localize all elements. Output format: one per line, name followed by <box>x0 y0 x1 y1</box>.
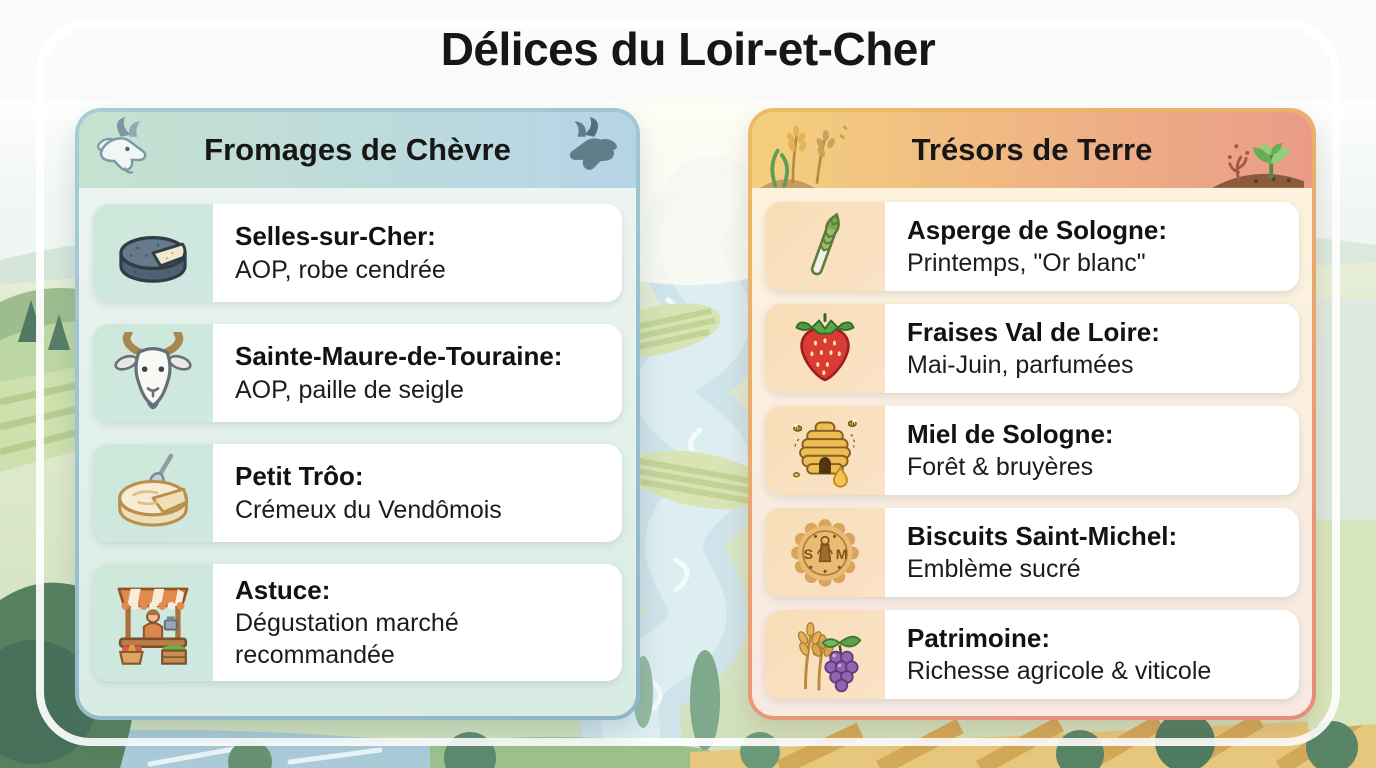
panel-tresors-body <box>752 188 1312 713</box>
wheat-grapes-icon <box>765 610 885 699</box>
item-title: Petit Trôo: <box>235 461 364 492</box>
item-text <box>885 202 1299 291</box>
panel-fromages-title: Fromages de Chèvre <box>204 132 511 167</box>
item-title: Biscuits Saint-Michel: <box>907 520 1178 551</box>
item-desc: Richesse agricole & viticole <box>907 657 1212 686</box>
item-text <box>885 406 1299 495</box>
item-title: Sainte-Maure-de-Touraine: <box>235 341 563 372</box>
item-desc: Forêt & bruyères <box>907 453 1094 482</box>
item-text <box>213 564 622 681</box>
list-item <box>765 202 1299 291</box>
item-text <box>213 324 622 422</box>
item-title: Asperge de Sologne: <box>907 214 1168 245</box>
biscuit-letter-s: S <box>803 546 814 563</box>
panel-fromages-header <box>79 112 636 188</box>
item-title: Miel de Sologne: <box>907 418 1114 449</box>
biscuit-letter-m: M <box>835 546 848 563</box>
item-text <box>885 610 1299 699</box>
list-item <box>93 444 622 542</box>
item-text <box>213 204 622 302</box>
list-item <box>93 324 622 422</box>
item-title: Selles-sur-Cher: <box>235 221 436 252</box>
page-title: Délices du Loir-et-Cher <box>440 23 936 75</box>
list-item <box>765 406 1299 495</box>
item-desc: AOP, robe cendrée <box>235 255 446 284</box>
item-text <box>213 444 622 542</box>
sprout-soil-icon <box>1208 122 1304 188</box>
list-item <box>765 610 1299 699</box>
item-desc: AOP, paille de seigle <box>235 375 464 404</box>
item-title: Fraises Val de Loire: <box>907 316 1160 347</box>
item-title: Patrimoine: <box>907 622 1051 653</box>
beehive-icon <box>765 406 885 495</box>
panel-fromages-body <box>79 188 636 697</box>
strawberry-icon <box>765 304 885 393</box>
list-item <box>765 508 1299 597</box>
item-text <box>885 508 1299 597</box>
biscuit-stamp-icon <box>765 508 885 597</box>
goat-head-dark-icon <box>556 117 628 183</box>
wheat-grass-icon <box>760 118 852 188</box>
item-desc: Emblème sucré <box>907 555 1081 584</box>
market-stall-icon <box>93 564 213 681</box>
list-item <box>765 304 1299 393</box>
item-title: Astuce: <box>235 575 331 605</box>
item-desc: Mai-Juin, parfumées <box>907 351 1134 380</box>
item-desc: Dégustation marché recommandée <box>235 609 459 670</box>
panel-fromages <box>75 108 640 720</box>
panel-tresors <box>748 108 1316 720</box>
cream-cheese-spoon-icon <box>93 444 213 542</box>
item-desc: Printemps, "Or blanc" <box>907 249 1146 278</box>
panel-tresors-title: Trésors de Terre <box>911 132 1153 167</box>
list-item <box>93 564 622 681</box>
ashen-cheese-wheel-icon <box>93 204 213 302</box>
item-desc: Crémeux du Vendômois <box>235 495 502 524</box>
asparagus-icon <box>765 202 885 291</box>
item-text <box>885 304 1299 393</box>
list-item <box>93 204 622 302</box>
goat-head-light-icon <box>87 117 159 183</box>
panel-tresors-header <box>752 112 1312 188</box>
goat-face-icon <box>93 324 213 422</box>
